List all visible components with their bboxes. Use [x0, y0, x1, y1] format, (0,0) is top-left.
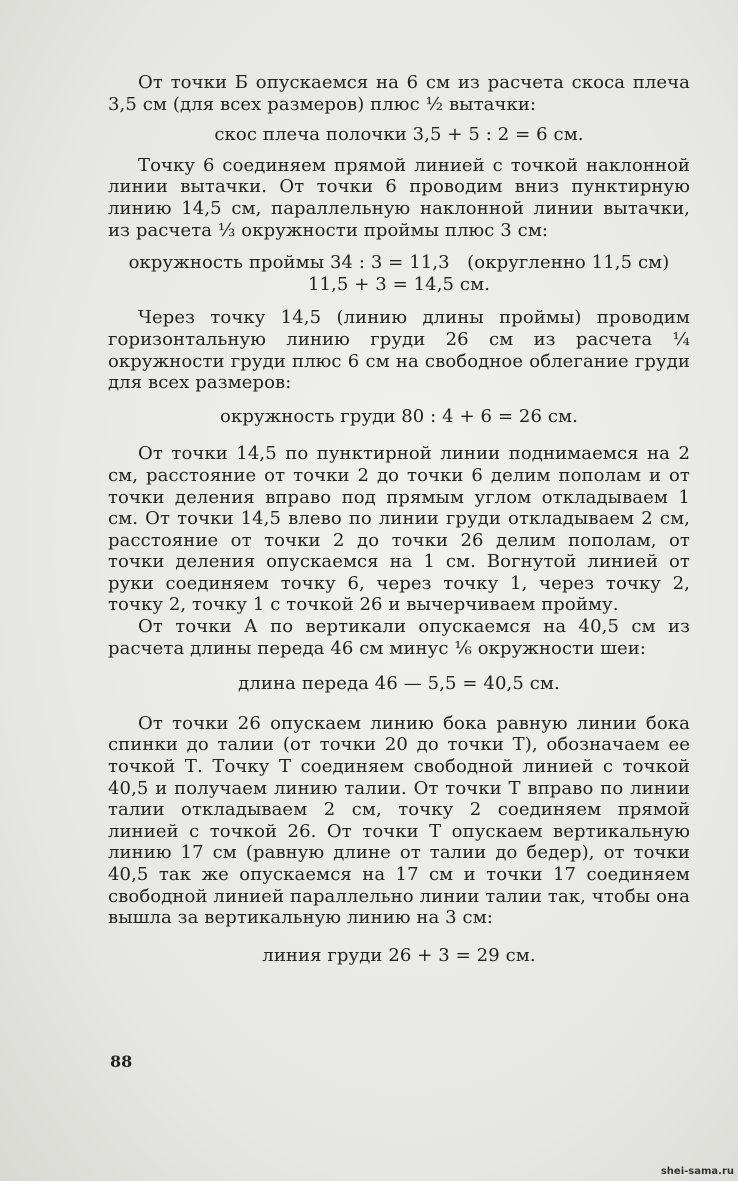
page-number: 88	[110, 1052, 133, 1071]
paragraph-3: Через точку 14,5 (линию длины проймы) проводим горизонтальную линию груди 26 см из расчета ¼ окружности груди плюс 6 см на свободное облегание груди для всех размеров:	[108, 307, 690, 394]
formula-armhole-line-2: 11,5 + 3 = 14,5 см.	[307, 273, 491, 295]
formula-shoulder-slope: скос плеча полочки 3,5 + 5 : 2 = 6 см.	[214, 124, 584, 146]
watermark: shei-sama.ru	[660, 1166, 734, 1177]
formula-chest: окружность груди 80 : 4 + 6 = 26 см.	[220, 405, 578, 427]
formula-front-length: длина переда 46 — 5,5 = 40,5 см.	[238, 673, 560, 695]
paragraph-6: От точки 26 опускаем линию бока равную линии бока спинки до талии (от точки 20 до точки Т), обозначаем ее точкой Т. Точку Т соединяем свободной линией с точкой 40,5 и получаем линию талии. От точки Т вправо по линии талии откладываем 2 см, точку 2 соединяем прямой линией с точкой 26. От точки Т опускаем вертикальную линию 17 см (равную длине от талии до бедер), от точки 40,5 так же опускаемся на 17 см и точки 17 соединяем свободной линией параллельно линии талии так, чтобы она вышла за вертикальную линию на 3 см:	[108, 712, 690, 929]
paragraph-5: От точки А по вертикали опускаемся на 40,5 см из расчета длины переда 46 см минус ⅙ окружности шеи:	[108, 616, 690, 659]
paragraph-2: Точку 6 соединяем прямой линией с точкой наклонной линии вытачки. От точки 6 проводим вниз пунктирную линию 14,5 см, параллельную наклонной линии вытачки, из расчета ⅓ окружности проймы плюс 3 см:	[108, 154, 690, 241]
formula-armhole-line-1: окружность проймы 34 : 3 = 11,3 (округленно 11,5 см)	[128, 252, 670, 274]
formula-armhole	[108, 252, 690, 295]
formula-chest-line: линия груди 26 + 3 = 29 см.	[262, 944, 536, 966]
paragraph-4: От точки 14,5 по пунктирной линии поднимаемся на 2 см, расстояние от точки 2 до точки 6 делим пополам и от точки деления вправо под прямым углом откладываем 1 см. От точки 14,5 влево по линии груди откладываем 2 см, расстояние от точки 2 до точки 26 делим пополам, от точки деления опускаемся на 1 см. Вогнутой линией от руки соединяем точку 6, через точку 1, через точку 2, точку 2, точку 1 с точкой 26 и вычерчиваем пройму.	[108, 443, 690, 616]
paragraph-1: От точки Б опускаемся на 6 см из расчета скоса плеча 3,5 см (для всех размеров) плюс ½ вытачки:	[108, 72, 690, 115]
page-text	[108, 72, 690, 966]
